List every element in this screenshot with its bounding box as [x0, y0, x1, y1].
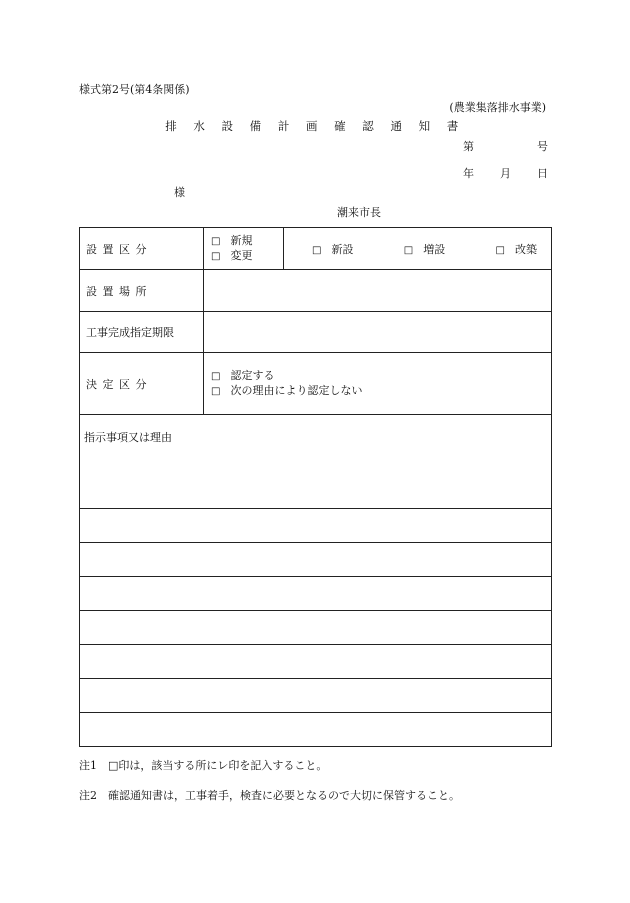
field-completion-deadline[interactable] — [204, 312, 552, 353]
blank-line[interactable] — [80, 611, 552, 645]
option-label: 新規 — [230, 233, 253, 247]
blank-line[interactable] — [80, 645, 552, 679]
option-new[interactable] — [211, 234, 283, 249]
label-instructions-reason: 指示事項又は理由 — [84, 431, 172, 444]
option-new-construction[interactable] — [312, 241, 353, 257]
option-label: 変更 — [230, 248, 253, 262]
new-change-options — [204, 228, 284, 270]
blank-line-row — [80, 645, 552, 679]
field-installation-location[interactable] — [204, 270, 552, 312]
addressee-suffix: 様 — [174, 186, 185, 199]
checkbox-icon[interactable]: □ — [211, 235, 221, 247]
blank-line-row — [80, 577, 552, 611]
blank-line[interactable] — [80, 543, 552, 577]
option-label: 新設 — [331, 242, 354, 256]
form-number: 様式第2号(第4条関係) — [79, 83, 190, 96]
label-installation-category: 設置区分 — [80, 228, 204, 270]
note-1: 注1 □印は，該当する所にレ印を記入すること。 — [79, 759, 328, 772]
label-decision-category: 決定区分 — [80, 353, 204, 415]
blank-line-row — [80, 543, 552, 577]
decision-options — [204, 353, 552, 415]
option-extension[interactable] — [404, 241, 445, 257]
program-label: (農業集落排水事業) — [449, 101, 546, 114]
blank-line[interactable] — [80, 713, 552, 747]
row-decision-category — [80, 353, 552, 415]
issuer-name: 潮来市長 — [337, 206, 381, 219]
blank-line-row — [80, 679, 552, 713]
checkbox-icon[interactable]: □ — [211, 385, 221, 397]
checkbox-icon[interactable]: □ — [211, 250, 221, 262]
option-renovation[interactable] — [496, 241, 537, 257]
row-completion-deadline — [80, 312, 552, 353]
row-installation-category — [80, 228, 552, 270]
number-prefix: 第 — [463, 140, 474, 153]
document-title: 排 水 設 備 計 画 確 認 通 知 書 — [165, 119, 465, 133]
option-label: 認定する — [230, 368, 275, 382]
checkbox-icon[interactable]: □ — [312, 244, 322, 256]
option-label: 次の理由により認定しない — [230, 383, 363, 397]
construction-type-options — [284, 228, 552, 270]
option-approve[interactable] — [211, 369, 551, 384]
option-label: 改築 — [514, 242, 537, 256]
blank-line-row — [80, 509, 552, 543]
blank-line[interactable] — [80, 679, 552, 713]
confirmation-form-table — [79, 227, 552, 747]
checkbox-icon[interactable]: □ — [211, 370, 221, 382]
number-suffix: 号 — [537, 140, 548, 153]
option-label: 増設 — [423, 242, 446, 256]
blank-line-row — [80, 713, 552, 747]
option-reject[interactable] — [211, 384, 551, 399]
blank-line[interactable] — [80, 509, 552, 543]
row-installation-location — [80, 270, 552, 312]
checkbox-icon[interactable]: □ — [403, 244, 414, 256]
date-day-label: 日 — [537, 167, 548, 180]
blank-line-row — [80, 611, 552, 645]
blank-line[interactable] — [80, 577, 552, 611]
row-instructions-reason — [80, 415, 552, 509]
field-instructions-reason[interactable] — [80, 415, 552, 509]
label-completion-deadline: 工事完成指定期限 — [80, 312, 204, 353]
option-change[interactable] — [211, 249, 283, 264]
label-installation-location: 設置場所 — [80, 270, 204, 312]
note-2: 注2 確認通知書は，工事着手，検査に必要となるので大切に保管すること。 — [79, 789, 460, 802]
date-month-label: 月 — [500, 167, 511, 180]
date-year-label: 年 — [463, 167, 474, 180]
checkbox-icon[interactable]: □ — [495, 244, 505, 256]
